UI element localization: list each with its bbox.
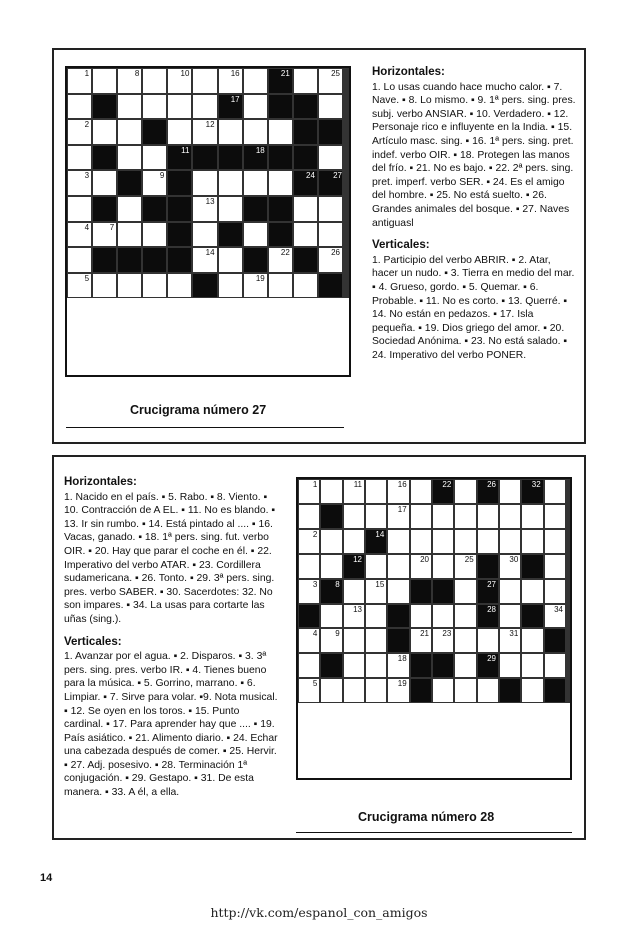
crossword-27-cell[interactable]: [347, 196, 349, 222]
crossword-27-title: Crucigrama número 27: [130, 403, 267, 417]
crossword-28-cell[interactable]: [521, 529, 543, 554]
crossword-28-clue-number: 12: [353, 554, 362, 564]
crossword-27-cell[interactable]: [142, 145, 167, 171]
crossword-28-clue-number: 15: [375, 579, 385, 589]
crossword-28-cell[interactable]: [499, 504, 521, 529]
crossword-27-clue-number: 10: [180, 69, 190, 78]
crossword-28-clue-number: 11: [353, 480, 362, 489]
crossword-27-black-cell: [293, 119, 318, 145]
crossword-27-clue-number: 7: [109, 222, 115, 232]
crossword-27-cell[interactable]: [92, 222, 117, 248]
crossword-28-cell[interactable]: [454, 579, 476, 604]
crossword-28-cell[interactable]: [410, 529, 432, 554]
crossword-27-cell[interactable]: [192, 196, 217, 222]
crossword-27-black-cell: [243, 196, 268, 222]
crossword-28-cell[interactable]: [499, 554, 521, 579]
crossword-27-cell[interactable]: [347, 119, 349, 145]
crossword-27-cell[interactable]: [318, 145, 343, 171]
crossword-28-cell[interactable]: [320, 479, 342, 504]
crossword-27-clue-number: 3: [84, 171, 90, 181]
crossword-27-black-cell: [117, 247, 142, 273]
crossword-27-black-cell: [92, 145, 117, 171]
crossword-27-cell[interactable]: [67, 247, 92, 273]
crossword-27-black-cell: [293, 170, 318, 196]
crossword-28-cell[interactable]: [544, 554, 566, 579]
crossword-27-cell[interactable]: [347, 145, 349, 171]
crossword-28-black-cell: [410, 678, 432, 703]
page-number: 14: [40, 872, 53, 884]
crossword-28-cell[interactable]: [521, 628, 543, 653]
crossword-27-black-cell: [92, 196, 117, 222]
crossword-27-clues: [372, 66, 576, 362]
crossword-28-cell[interactable]: [298, 653, 320, 678]
crossword-27-cell[interactable]: [167, 94, 192, 120]
crossword-28-cell[interactable]: [343, 579, 365, 604]
crossword-27-cell[interactable]: [318, 196, 343, 222]
crossword-28-cell[interactable]: [410, 604, 432, 629]
crossword-27-clue-number: 14: [205, 248, 215, 258]
crossword-27-cell[interactable]: [117, 222, 142, 248]
crossword-27-black-cell: [293, 145, 318, 171]
crossword-27-clue-number: 18: [255, 145, 265, 155]
crossword-28-cell[interactable]: [454, 504, 476, 529]
crossword-27-cell[interactable]: [167, 119, 192, 145]
crossword-27-black-cell: [268, 68, 293, 94]
crossword-27-black-cell: [243, 145, 268, 171]
crossword-28-cell[interactable]: [387, 529, 409, 554]
crossword-28-cell[interactable]: [298, 678, 320, 703]
crossword-28-cell[interactable]: [343, 479, 365, 504]
crossword-28-cell[interactable]: [454, 479, 476, 504]
crossword-28-black-cell: [387, 628, 409, 653]
crossword-27-cell[interactable]: [192, 247, 217, 273]
crossword-28-cell[interactable]: [432, 554, 454, 579]
crossword-28-black-cell: [521, 479, 543, 504]
crossword-27-cell[interactable]: [142, 94, 167, 120]
crossword-28-cell[interactable]: [298, 479, 320, 504]
crossword-28-black-cell: [521, 604, 543, 629]
crossword-27-clue-number: 1: [84, 69, 90, 78]
crossword-28-clue-number: 30: [509, 554, 519, 564]
crossword-28-cell[interactable]: [387, 504, 409, 529]
crossword-28-clue-number: 27: [487, 579, 496, 589]
crossword-28-cell[interactable]: [544, 479, 566, 504]
crossword-28-cell[interactable]: [432, 529, 454, 554]
crossword-27-cell[interactable]: [192, 170, 217, 196]
crossword-27-cell[interactable]: [192, 68, 217, 94]
crossword-27-cell[interactable]: [347, 222, 349, 248]
crossword-28-cell[interactable]: [365, 504, 387, 529]
crossword-27-cell[interactable]: [243, 94, 268, 120]
crossword-27-cell[interactable]: [92, 273, 117, 299]
crossword-28-clue-number: 25: [464, 554, 474, 564]
crossword-27-cell[interactable]: [142, 170, 167, 196]
verticales-heading-27: Verticales:: [372, 239, 430, 252]
crossword-28-black-cell: [568, 479, 570, 504]
crossword-28-clue-number: 1: [312, 480, 318, 489]
crossword-28-clue-number: 2: [312, 529, 318, 539]
crossword-28-black-cell: [477, 653, 499, 678]
crossword-28-cell[interactable]: [521, 678, 543, 703]
crossword-28-cell[interactable]: [320, 678, 342, 703]
crossword-27-clue-number: 26: [331, 248, 340, 258]
verticales-clues-27: 1. Participio del verbo ABRIR. ▪ 2. Atar, hacer un nudo. ▪ 3. Tierra en medio del mar. ▪ 4. Grueso, gordo. ▪ 5. Quemar. ▪ 6. Probable. ▪ 11. No es corto. ▪ 13. Querré. ▪ 14. No están en pedazos. ▪ 17. Isla pequeña. ▪ 19. Dios griego del amor. ▪ 20. Sociedad Anónima. ▪ 23. No está salado. ▪ 24. Imperativo del verbo PONER.: [372, 254, 575, 361]
crossword-28-cell[interactable]: [521, 504, 543, 529]
crossword-27-black-cell: [318, 273, 343, 299]
crossword-27-black-cell: [167, 145, 192, 171]
crossword-27-black-cell: [92, 94, 117, 120]
crossword-28-clue-number: 34: [554, 604, 563, 614]
crossword-27-cell[interactable]: [218, 196, 243, 222]
crossword-27-cell[interactable]: [142, 222, 167, 248]
crossword-28-clue-number: 4: [312, 629, 318, 639]
crossword-28-cell[interactable]: [499, 579, 521, 604]
crossword-27-black-cell: [268, 145, 293, 171]
crossword-28-clue-number: 18: [397, 654, 407, 664]
horizontales-clues-27: 1. Lo usas cuando hace mucho calor. ▪ 7. Nave. ▪ 8. Lo mismo. ▪ 9. 1ª pers. sing. pres. subj. verbo ANSIAR. ▪ 10. Verdadero. ▪ 12. Personaje rico e influyente en la India. ▪ 15. Artículo masc. sing. ▪ 16. 1ª pers. sing. pret. indef. verbo OIR. ▪ 18. Protegen las manos del frío. ▪ 21. No es bajo. ▪ 22. 2ª pers. sing. pret. imperf. verbo SER. ▪ 24. Es el amigo del hombre. ▪ 25. No está suelto. ▪ 26. Grandes animales del bosque. ▪ 27. Naves antiguasl: [372, 81, 576, 229]
crossword-28-cell[interactable]: [544, 579, 566, 604]
crossword-28-cell[interactable]: [454, 653, 476, 678]
horizontales-clues-28: 1. Nacido en el país. ▪ 5. Rabo. ▪ 8. Viento. ▪ 10. Contracción de A EL. ▪ 11. No es blando. ▪ 13. Ir sin rumbo. ▪ 14. Está pintado al .... ▪ 16. Vacas, ganado. ▪ 18. 1ª pers. sing. fut. verbo OIR. ▪ 20. Hay que parar el coche en él. ▪ 22. Imperativo del verbo ATAR. ▪ 23. Cordillera sudamericana. ▪ 26. Tonto. ▪ 29. 3ª pers. sing. pres. verbo SABER. ▪ 30. Sacerdotes: 32. No son impares. ▪ 34. La usas para cortarte las uñas (sing.).: [64, 491, 276, 625]
crossword-28-cell[interactable]: [544, 653, 566, 678]
crossword-27-cell[interactable]: [92, 170, 117, 196]
crossword-28-cell[interactable]: [454, 554, 476, 579]
crossword-27-cell[interactable]: [268, 273, 293, 299]
crossword-27-cell[interactable]: [142, 273, 167, 299]
crossword-28-cell[interactable]: [454, 678, 476, 703]
crossword-27-black-cell: [117, 170, 142, 196]
crossword-28-black-cell: [568, 554, 570, 579]
crossword-28-black-cell: [477, 604, 499, 629]
crossword-28-cell[interactable]: [320, 554, 342, 579]
crossword-27-cell[interactable]: [92, 119, 117, 145]
crossword-27-cell[interactable]: [268, 170, 293, 196]
crossword-27-black-cell: [268, 196, 293, 222]
crossword-28-clue-number: 32: [531, 480, 541, 489]
crossword-27-cell[interactable]: [117, 196, 142, 222]
crossword-27-clue-number: 19: [255, 273, 265, 283]
crossword-27-cell[interactable]: [192, 94, 217, 120]
crossword-28-clue-number: 20: [420, 554, 429, 564]
crossword-27-cell[interactable]: [117, 145, 142, 171]
crossword-27-black-cell: [142, 196, 167, 222]
crossword-27-cell[interactable]: [67, 273, 92, 299]
crossword-28-black-cell: [432, 479, 454, 504]
crossword-28-black-cell: [432, 653, 454, 678]
crossword-27-cell[interactable]: [117, 94, 142, 120]
crossword-28-cell[interactable]: [568, 504, 570, 529]
crossword-27-cell[interactable]: [347, 170, 349, 196]
crossword-28-cell[interactable]: [432, 678, 454, 703]
crossword-27-black-cell: [293, 94, 318, 120]
crossword-27-cell[interactable]: [218, 170, 243, 196]
crossword-27-cell[interactable]: [293, 222, 318, 248]
crossword-28-cell[interactable]: [410, 504, 432, 529]
crossword-27-black-cell: [142, 247, 167, 273]
crossword-27-cell[interactable]: [268, 119, 293, 145]
crossword-28-cell[interactable]: [499, 628, 521, 653]
crossword-27-black-cell: [192, 273, 217, 299]
crossword-27-cell[interactable]: [243, 170, 268, 196]
crossword-27-clue-number: 22: [280, 248, 290, 258]
crossword-27-black-cell: [218, 222, 243, 248]
crossword-27-black-cell: [92, 247, 117, 273]
crossword-28-clue-number: 9: [335, 629, 340, 639]
crossword-27-cell[interactable]: [318, 94, 343, 120]
crossword-28-cell[interactable]: [298, 579, 320, 604]
crossword-27-cell[interactable]: [347, 247, 349, 273]
crossword-28-clue-number: 16: [397, 480, 407, 489]
crossword-28-black-cell: [320, 579, 342, 604]
crossword-27-black-cell: [167, 247, 192, 273]
crossword-28-cell[interactable]: [387, 678, 409, 703]
crossword-27-black-cell: [167, 222, 192, 248]
crossword-27-black-cell: [167, 170, 192, 196]
crossword-28-black-cell: [320, 504, 342, 529]
crossword-28-clue-number: 28: [487, 604, 496, 614]
crossword-28-clue-number: 26: [487, 480, 496, 489]
crossword-27-clue-number: 12: [205, 120, 215, 130]
crossword-27-clue-number: 17: [230, 94, 240, 104]
crossword-27-cell[interactable]: [293, 196, 318, 222]
crossword-27-black-cell: [192, 145, 217, 171]
crossword-28-cell[interactable]: [568, 678, 570, 703]
crossword-28-title-rule: [296, 832, 572, 833]
crossword-28-cell[interactable]: [568, 604, 570, 629]
crossword-27-black-cell: [218, 145, 243, 171]
crossword-27-clue-number: 5: [84, 273, 90, 283]
crossword-27-cell[interactable]: [67, 222, 92, 248]
crossword-28-clue-number: 3: [312, 579, 318, 589]
crossword-28-cell[interactable]: [365, 678, 387, 703]
crossword-28-cell[interactable]: [432, 628, 454, 653]
crossword-27-cell[interactable]: [117, 273, 142, 299]
verticales-heading-28: Verticales:: [64, 635, 122, 648]
crossword-28-black-cell: [365, 529, 387, 554]
crossword-28-cell[interactable]: [454, 628, 476, 653]
crossword-27-cell[interactable]: [293, 68, 318, 94]
crossword-27-cell[interactable]: [142, 68, 167, 94]
crossword-27-grid: [65, 66, 351, 377]
crossword-28-cell[interactable]: [343, 653, 365, 678]
crossword-28-cell[interactable]: [544, 604, 566, 629]
crossword-28-cell[interactable]: [365, 604, 387, 629]
crossword-28-clue-number: 29: [487, 654, 496, 664]
crossword-27-clue-number: 2: [84, 120, 90, 130]
crossword-28-clue-number: 19: [397, 679, 407, 689]
crossword-27-cell[interactable]: [243, 119, 268, 145]
crossword-28-cell[interactable]: [432, 604, 454, 629]
crossword-27-cell[interactable]: [67, 196, 92, 222]
crossword-27-cell[interactable]: [167, 68, 192, 94]
verticales-clues-28: 1. Avanzar por el agua. ▪ 2. Disparos. ▪ 3. 3ª pers. sing. pres. verbo IR. ▪ 4. Tienes bueno para la música. ▪ 5. Gorrino, marrano. ▪ 6. Limpiar. ▪ 7. Sirve para volar. ▪9. Nota musical. ▪ 12. Se oyen en los toros. ▪ 15. Punto cardinal. ▪ 17. Para aprender hay que .... ▪ 19. País asiático. ▪ 21. Alimento diario. ▪ 24. Echar una cabezada después de comer. ▪ 25. Hervir. ▪ 27. Adj. posesivo. ▪ 28. Terminación 1ª conjugación. ▪ 29. Gestapo. ▪ 31. De esta manera. ▪ 33. A él, a ella.: [64, 651, 278, 799]
crossword-28-black-cell: [477, 479, 499, 504]
crossword-28-cell[interactable]: [521, 579, 543, 604]
crossword-28-cell[interactable]: [454, 604, 476, 629]
crossword-28-cell[interactable]: [298, 628, 320, 653]
crossword-28-clue-number: 5: [312, 679, 318, 689]
crossword-28-clue-number: 14: [375, 529, 385, 539]
crossword-28-cell[interactable]: [298, 554, 320, 579]
crossword-28-cell[interactable]: [365, 653, 387, 678]
crossword-27-clue-number: 27: [333, 171, 342, 181]
crossword-28-cell[interactable]: [454, 529, 476, 554]
crossword-28-title: Crucigrama número 28: [358, 810, 495, 824]
crossword-28-cell[interactable]: [387, 653, 409, 678]
crossword-27-clue-number: 25: [331, 69, 340, 78]
crossword-27-cell[interactable]: [167, 273, 192, 299]
crossword-27-cell[interactable]: [117, 68, 142, 94]
crossword-27-cell[interactable]: [117, 119, 142, 145]
crossword-27-cell[interactable]: [318, 68, 343, 94]
crossword-27-clue-number: 9: [159, 171, 165, 181]
crossword-28-black-cell: [320, 653, 342, 678]
crossword-28-cell[interactable]: [568, 529, 570, 554]
crossword-27-cell[interactable]: [318, 222, 343, 248]
crossword-28-clues: [64, 476, 280, 800]
crossword-27-black-cell: [318, 119, 343, 145]
crossword-28-black-cell: [298, 604, 320, 629]
crossword-27-cell[interactable]: [347, 68, 349, 94]
crossword-28-cell[interactable]: [568, 653, 570, 678]
crossword-27-cell[interactable]: [92, 68, 117, 94]
crossword-27-cell[interactable]: [347, 273, 349, 299]
crossword-28-cell[interactable]: [365, 628, 387, 653]
crossword-28-cell[interactable]: [320, 529, 342, 554]
crossword-28-clue-number: 17: [397, 504, 407, 514]
crossword-27-black-cell: [293, 247, 318, 273]
crossword-27-cell[interactable]: [218, 247, 243, 273]
crossword-28-cell[interactable]: [568, 579, 570, 604]
crossword-27-cell[interactable]: [218, 68, 243, 94]
crossword-28-cell[interactable]: [499, 653, 521, 678]
crossword-28-cell[interactable]: [343, 504, 365, 529]
crossword-27-cell[interactable]: [243, 68, 268, 94]
crossword-28-cell[interactable]: [387, 479, 409, 504]
crossword-28-cell[interactable]: [477, 678, 499, 703]
crossword-27-cell[interactable]: [67, 68, 92, 94]
crossword-27-clue-number: 16: [230, 69, 240, 78]
horizontales-heading-27: Horizontales:: [372, 66, 445, 78]
crossword-27-clue-number: 13: [205, 196, 215, 206]
crossword-28-cell[interactable]: [320, 604, 342, 629]
crossword-28-cell[interactable]: [387, 554, 409, 579]
crossword-28-cell[interactable]: [365, 554, 387, 579]
crossword-27-cell[interactable]: [347, 94, 349, 120]
crossword-28-cell[interactable]: [477, 529, 499, 554]
crossword-27-clue-number: 11: [181, 145, 190, 155]
crossword-27-black-cell: [268, 222, 293, 248]
crossword-28-clue-number: 22: [442, 480, 452, 489]
crossword-27-cell[interactable]: [268, 247, 293, 273]
crossword-28-clue-number: 8: [335, 579, 340, 589]
crossword-28-cell[interactable]: [544, 529, 566, 554]
crossword-28-cell[interactable]: [544, 504, 566, 529]
crossword-28-cell[interactable]: [320, 628, 342, 653]
crossword-28-cell[interactable]: [343, 604, 365, 629]
crossword-28-black-cell: [432, 579, 454, 604]
crossword-28-black-cell: [477, 579, 499, 604]
crossword-27-clue-number: 8: [134, 69, 140, 78]
crossword-28-cell[interactable]: [343, 529, 365, 554]
crossword-27-black-cell: [142, 119, 167, 145]
crossword-27-cell[interactable]: [293, 273, 318, 299]
crossword-27-cell[interactable]: [318, 247, 343, 273]
crossword-27-cell[interactable]: [218, 273, 243, 299]
crossword-27-cell[interactable]: [243, 273, 268, 299]
crossword-28-cell[interactable]: [365, 479, 387, 504]
crossword-27-black-cell: [268, 94, 293, 120]
crossword-27-cell[interactable]: [67, 94, 92, 120]
crossword-27-clue-number: 21: [280, 69, 290, 78]
crossword-27-black-cell: [218, 94, 243, 120]
crossword-28-clue-number: 21: [420, 629, 429, 639]
crossword-28-black-cell: [477, 554, 499, 579]
crossword-28-black-cell: [521, 554, 543, 579]
source-watermark: http://vk.com/espanol_con_amigos: [210, 905, 428, 920]
crossword-27-cell[interactable]: [218, 119, 243, 145]
crossword-28-cell[interactable]: [568, 628, 570, 653]
crossword-28-cell[interactable]: [521, 653, 543, 678]
crossword-28-black-cell: [499, 678, 521, 703]
crossword-28-cell[interactable]: [343, 678, 365, 703]
crossword-27-clue-number: 24: [306, 171, 315, 181]
crossword-28-cell[interactable]: [410, 554, 432, 579]
crossword-28-clue-number: 31: [509, 629, 519, 639]
crossword-28-cell[interactable]: [410, 628, 432, 653]
crossword-28-cell[interactable]: [499, 479, 521, 504]
crossword-27-title-rule: [66, 427, 344, 428]
crossword-28-cell[interactable]: [298, 504, 320, 529]
crossword-28-black-cell: [387, 604, 409, 629]
crossword-28-cell[interactable]: [477, 628, 499, 653]
crossword-28-cell[interactable]: [343, 628, 365, 653]
crossword-28-cell[interactable]: [298, 529, 320, 554]
crossword-28-cell[interactable]: [432, 504, 454, 529]
crossword-27-clue-number: 4: [84, 222, 90, 232]
crossword-27-cell[interactable]: [67, 170, 92, 196]
crossword-28-cell[interactable]: [477, 504, 499, 529]
crossword-28-black-cell: [544, 678, 566, 703]
crossword-28-cell[interactable]: [499, 604, 521, 629]
crossword-27-cell[interactable]: [243, 222, 268, 248]
crossword-28-cell[interactable]: [387, 579, 409, 604]
crossword-28-cell[interactable]: [499, 529, 521, 554]
crossword-28-clue-number: 13: [353, 604, 362, 614]
crossword-28-black-cell: [410, 579, 432, 604]
crossword-27-cell[interactable]: [192, 119, 217, 145]
crossword-28-black-cell: [343, 554, 365, 579]
crossword-28-black-cell: [410, 653, 432, 678]
crossword-27-black-cell: [243, 247, 268, 273]
crossword-28-grid: [296, 477, 572, 780]
crossword-28-clue-number: 23: [442, 629, 452, 639]
crossword-27-cell[interactable]: [67, 145, 92, 171]
crossword-28-black-cell: [544, 628, 566, 653]
crossword-28-cell[interactable]: [365, 579, 387, 604]
crossword-28-cell[interactable]: [410, 479, 432, 504]
crossword-27-cell[interactable]: [67, 119, 92, 145]
crossword-27-cell[interactable]: [192, 222, 217, 248]
crossword-27-black-cell: [167, 196, 192, 222]
horizontales-heading-28: Horizontales:: [64, 476, 137, 488]
